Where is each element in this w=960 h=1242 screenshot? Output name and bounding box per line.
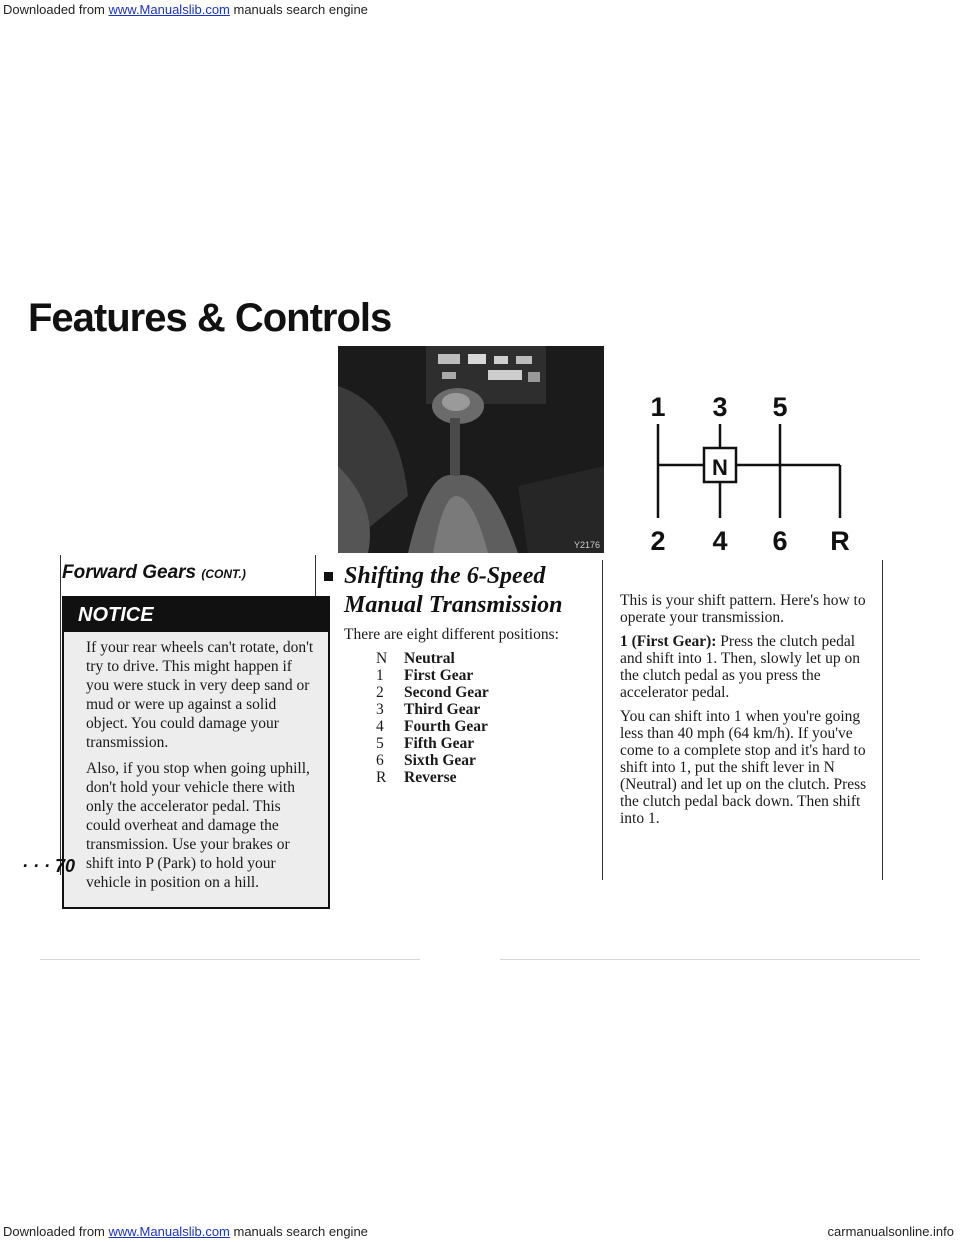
shifting-section bbox=[322, 562, 584, 786]
shift-into-first-paragraph: You can shift into 1 when you're going less than 40 mph (64 km/h). If you've come to a complete stop and it's hard to shift into 1, put the shift lever in N (Neutral) and let up on the clutch. Press the clutch pedal back down. Then shift into 1. bbox=[620, 708, 867, 827]
gear-key: 4 bbox=[376, 718, 384, 735]
manualslib-link[interactable]: www.Manualslib.com bbox=[108, 2, 230, 17]
notice-box bbox=[62, 596, 330, 909]
gear-key: 2 bbox=[376, 684, 384, 701]
footer-suffix: manuals search engine bbox=[229, 1224, 368, 1239]
bullet-square-icon bbox=[324, 572, 333, 581]
list-item bbox=[376, 769, 584, 786]
list-item bbox=[376, 667, 584, 684]
list-item bbox=[376, 701, 584, 718]
column-rule-edge bbox=[882, 560, 883, 880]
photo-label: Y2176 bbox=[573, 540, 600, 550]
footer-prefix: Downloaded from bbox=[3, 1224, 109, 1239]
shift-bottom-4: 4 bbox=[712, 526, 728, 556]
footer-divider-left bbox=[40, 959, 420, 960]
page-title: Features & Controls bbox=[28, 296, 392, 340]
notice-title: NOTICE bbox=[64, 598, 328, 632]
first-gear-label: 1 (First Gear): bbox=[620, 633, 717, 650]
shifting-heading-line1: Shifting the 6-Speed bbox=[344, 563, 546, 589]
gear-key: R bbox=[376, 769, 387, 786]
gear-name: Neutral bbox=[404, 650, 455, 667]
column-rule-left bbox=[60, 555, 61, 875]
gear-positions-list bbox=[376, 650, 584, 786]
footer-divider-right bbox=[500, 959, 920, 960]
shift-bottom-r: R bbox=[830, 526, 850, 556]
shift-pattern-intro: This is your shift pattern. Here's how to operate your transmission. bbox=[620, 592, 866, 626]
shifting-heading-line2: Manual Transmission bbox=[344, 592, 563, 618]
gear-key: 1 bbox=[376, 667, 384, 684]
shift-top-5: 5 bbox=[772, 392, 788, 422]
shifting-heading bbox=[322, 562, 584, 620]
footer-manualslib-link[interactable]: www.Manualslib.com bbox=[108, 1224, 230, 1239]
list-item bbox=[376, 752, 584, 769]
gear-name: Fourth Gear bbox=[404, 718, 488, 735]
list-item bbox=[376, 684, 584, 701]
notice-body bbox=[64, 632, 328, 907]
download-suffix: manuals search engine bbox=[229, 2, 368, 17]
gear-name: Third Gear bbox=[404, 701, 481, 718]
download-prefix: Downloaded from bbox=[3, 2, 109, 17]
forward-gears-title: Forward Gears bbox=[62, 562, 197, 583]
positions-intro: There are eight different positions: bbox=[344, 626, 559, 643]
shifter-photo-illustration bbox=[338, 346, 604, 553]
page-number: · · · 70 bbox=[22, 856, 76, 876]
gear-name: Reverse bbox=[404, 769, 457, 786]
gear-name: First Gear bbox=[404, 667, 474, 684]
shift-pattern-diagram bbox=[640, 380, 880, 620]
notice-paragraph: Also, if you stop when going uphill, don't hold your vehicle there with only the accelerator pedal. This could overheat and damage the transmission. Use your brakes or shift into P (Park) to hold your vehicle in position on a hill. bbox=[86, 760, 310, 891]
list-item bbox=[376, 650, 584, 667]
notice-paragraph: If your rear wheels can't rotate, don't try to drive. This might happen if you were stuck in very deep sand or mud or were up against a solid object. You could damage your transmission. bbox=[86, 639, 314, 751]
gear-key: N bbox=[376, 650, 388, 667]
shift-instructions bbox=[620, 592, 878, 834]
gear-name: Fifth Gear bbox=[404, 735, 475, 752]
shifter-photo bbox=[338, 346, 604, 553]
gear-key: 5 bbox=[376, 735, 384, 752]
shift-top-3: 3 bbox=[712, 392, 728, 422]
column-rule-right bbox=[602, 560, 603, 880]
gear-key: 3 bbox=[376, 701, 384, 718]
first-gear-paragraph bbox=[620, 633, 878, 701]
gear-name: Sixth Gear bbox=[404, 752, 476, 769]
footer-download-notice bbox=[3, 1224, 368, 1239]
footer-watermark: carmanualsonline.info bbox=[827, 1224, 954, 1239]
forward-gears-section bbox=[62, 562, 332, 909]
continued-label: (CONT.) bbox=[201, 567, 246, 581]
download-notice bbox=[3, 2, 368, 17]
gear-name: Second Gear bbox=[404, 684, 489, 701]
shift-bottom-2: 2 bbox=[650, 526, 666, 556]
first-gear-text: Press the clutch pedal and shift into 1. Then, slowly let up on the clutch pedal as you press the accelerator pedal. bbox=[620, 633, 860, 701]
list-item bbox=[376, 735, 584, 752]
shift-top-1: 1 bbox=[650, 392, 666, 422]
gear-key: 6 bbox=[376, 752, 384, 769]
shift-neutral: N bbox=[712, 455, 728, 480]
shift-bottom-6: 6 bbox=[772, 526, 788, 556]
list-item bbox=[376, 718, 584, 735]
forward-gears-heading bbox=[62, 562, 332, 584]
